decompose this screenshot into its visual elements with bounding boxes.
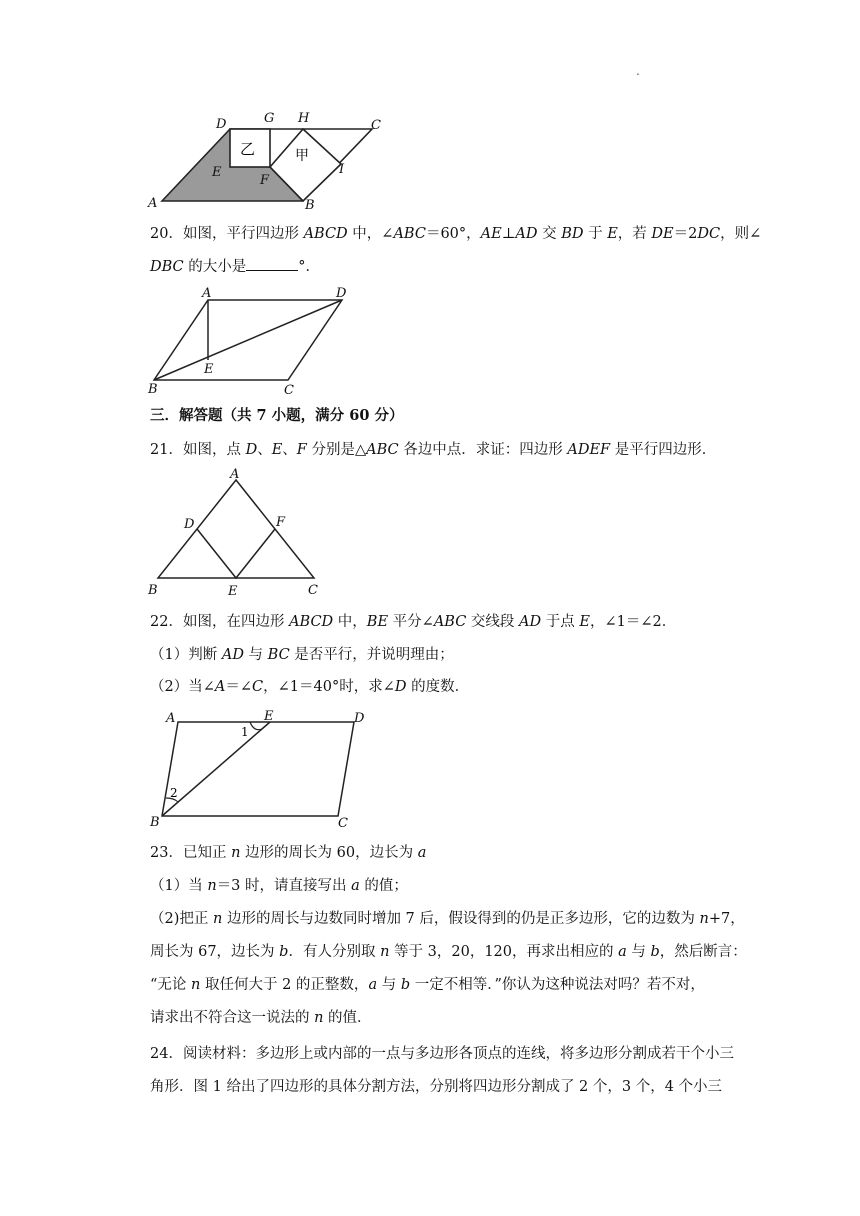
- label-angle-1: 1: [241, 725, 249, 739]
- quadrilateral-abcd: [162, 722, 354, 816]
- label-b: B: [148, 583, 158, 598]
- q24-line1: 24．阅读材料：多边形上或内部的一点与多边形各顶点的连线，将多边形分割成若干个小三: [150, 1046, 734, 1062]
- figure-q22: [146, 706, 386, 832]
- q21-line1: 21．如图，点 D、E、F 分别是△ABC 各边中点．求证：四边形 ADEF 是平行四边形．: [150, 442, 717, 458]
- q23-line1: 23．已知正 n 边形的周长为 60，边长为 a: [150, 845, 427, 861]
- label-i: I: [339, 162, 345, 177]
- q24-line2: 角形．图 1 给出了四边形的具体分割方法，分别将四边形分割成了 2 个，3 个，4 个小三: [150, 1079, 723, 1095]
- label-f: F: [260, 173, 270, 188]
- q20-line2: DBC 的大小是 °．: [150, 256, 320, 277]
- label-d: D: [336, 286, 347, 301]
- label-a: A: [202, 286, 212, 301]
- q20-line1: 20．如图，平行四边形 ABCD 中，∠ABC＝60°，AE⊥AD 交 BD 于 E，若 DE＝2DC，则∠: [150, 226, 762, 242]
- triangle-abc: [158, 480, 314, 578]
- label-angle-2: 2: [170, 786, 178, 800]
- q23-sub2-line4: 请求出不符合这一说法的 n 的值．: [150, 1010, 372, 1026]
- label-c: C: [371, 118, 381, 133]
- label-a: A: [148, 196, 158, 210]
- label-a: A: [166, 711, 176, 726]
- label-c: C: [284, 383, 294, 398]
- q23-sub1: （1）当 n＝3 时，请直接写出 a 的值；: [150, 878, 408, 894]
- label-b: B: [150, 815, 160, 830]
- label-a: A: [230, 467, 240, 482]
- label-b: B: [148, 382, 158, 397]
- label-yi: 乙: [240, 140, 256, 158]
- figure-q21: [140, 464, 340, 600]
- figure-q19: [140, 106, 400, 210]
- midpoint-lines: [197, 529, 275, 578]
- q22-sub1: （1）判断 AD 与 BC 是否平行，并说明理由；: [150, 647, 454, 663]
- angle-arc-1: [250, 722, 262, 730]
- q23-sub2-line1: （2)把正 n 边形的周长与边数同时增加 7 后，假设得到的仍是正多边形，它的边数为 n+7，: [150, 911, 745, 927]
- label-b: B: [305, 198, 315, 210]
- label-e: E: [204, 362, 214, 377]
- label-d: D: [216, 117, 227, 132]
- q22-line1: 22．如图，在四边形 ABCD 中，BE 平分∠ABC 交线段 AD 于点 E，∠1＝∠2．: [150, 614, 677, 630]
- label-e: E: [212, 165, 222, 180]
- q23-sub2-line3: “无论 n 取任何大于 2 的正整数，a 与 b 一定不相等．”你认为这种说法对吗？若不对，: [150, 977, 705, 993]
- page-mark: .: [636, 64, 640, 78]
- q23-sub2-line2: 周长为 67，边长为 b．有人分别取 n 等于 3，20，120，再求出相应的 a 与 b，然后断言：: [150, 944, 747, 960]
- label-d: D: [354, 711, 365, 726]
- answer-blank: [246, 256, 298, 271]
- label-h: H: [298, 111, 310, 126]
- label-jia: 甲: [295, 148, 309, 164]
- figure-q20: [140, 282, 360, 398]
- section-heading: 三．解答题（共 7 小题，满分 60 分）: [150, 407, 404, 424]
- label-g: G: [264, 111, 275, 126]
- q22-sub2: （2）当∠A＝∠C，∠1＝40°时，求∠D 的度数．: [150, 679, 470, 695]
- label-f: F: [276, 515, 286, 530]
- label-c: C: [308, 583, 318, 598]
- label-c: C: [338, 816, 348, 831]
- label-e: E: [264, 709, 274, 724]
- label-e: E: [228, 584, 238, 599]
- label-d: D: [184, 517, 195, 532]
